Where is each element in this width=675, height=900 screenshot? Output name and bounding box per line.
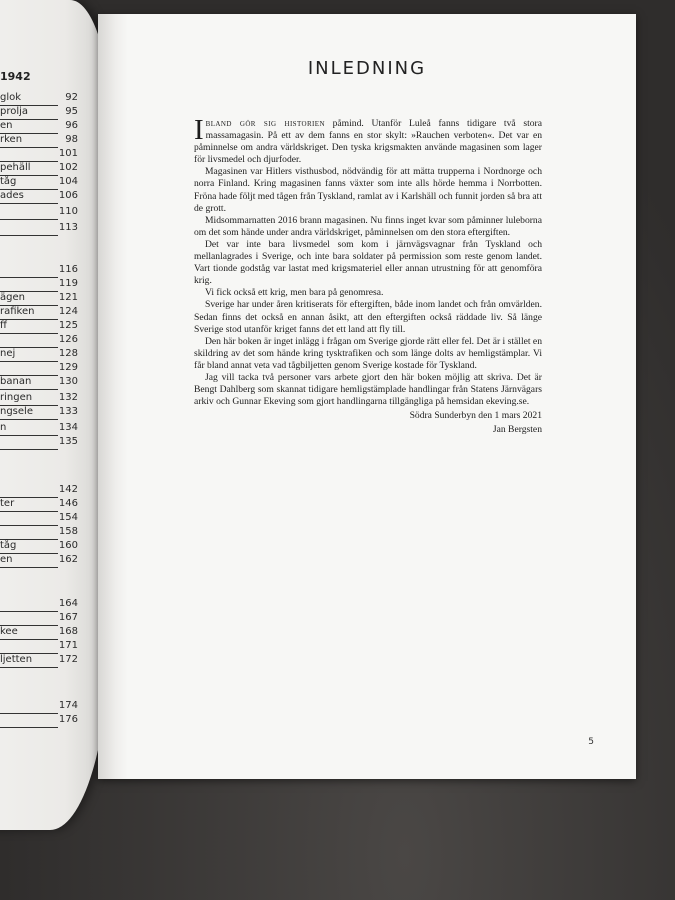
toc-entry: [0, 106, 80, 120]
drop-cap: I: [194, 114, 204, 146]
toc-page-number: 167: [58, 612, 78, 623]
toc-entry: [0, 162, 80, 176]
paragraph-1-text: påmind. Utanför Luleå fanns tidigare två stora massamagasin. På ett av dem fanns en stor skylt: »Rauchen verboten«. Det var en påminnelse om andra världskriget. Den tyska krigsmakten använde magasinen som lager för livsmedel och djurfoder.: [194, 118, 542, 166]
toc-entry: [0, 654, 80, 668]
toc-page-number: 113: [58, 222, 78, 233]
toc-entry: [0, 134, 80, 148]
paragraph-1: [194, 114, 542, 166]
toc-page-number: 96: [65, 120, 78, 131]
toc-page-number: 160: [58, 540, 78, 551]
toc-entry: [0, 292, 80, 306]
toc-page-number: 171: [58, 640, 78, 651]
toc-page-number: 132: [58, 392, 78, 403]
toc-entry-text: nej: [0, 348, 16, 359]
toc-entry: [0, 92, 80, 106]
toc-entry: [0, 700, 80, 714]
toc-page-number: 168: [58, 626, 78, 637]
toc-entry-text: ades: [0, 190, 24, 201]
toc-page-number: 135: [58, 436, 78, 447]
toc-leader-line: [0, 235, 58, 236]
toc-leader-line: [0, 203, 58, 204]
toc-entry: [0, 612, 80, 626]
toc-entry: [0, 422, 80, 436]
toc-page-number: 95: [65, 106, 78, 117]
toc-page-number: 124: [58, 306, 78, 317]
toc-entry: [0, 148, 80, 162]
toc-entry: [0, 320, 80, 334]
toc-entry-text: ägen: [0, 292, 25, 303]
toc-entry-text: kee: [0, 626, 18, 637]
toc-entry-text: en: [0, 120, 13, 131]
toc-page-number: 164: [58, 598, 78, 609]
toc-leader-line: [0, 567, 58, 568]
toc-leader-line: [0, 667, 58, 668]
toc-entry: [0, 206, 80, 220]
toc-page-number: 129: [58, 362, 78, 373]
toc-entry-text: ngsele: [0, 406, 33, 417]
toc-entry: [0, 376, 80, 390]
paragraph-6: Sverige har under åren kritiserats för eftergiften, både inom landet och från omvärlden. Sedan finns det också en annan åsikt, att den eftergiften också räddade liv. Så länge Sverige stod utanför kriget fanns det ett land att fly till.: [194, 299, 542, 335]
toc-entry: [0, 436, 80, 450]
signature-name: Jan Bergsten: [492, 424, 542, 436]
paragraph-2: Magasinen var Hitlers visthusbod, nödvändig för att mätta trupperna i Nordnorge och norra Finland. Kring magasinen fanns växter som inte alls hörde hemma i Norrbotten. Fröna hade följt med tågen från Tyskland, ramlat av i Karlshäll och funnit jorden så bra att de grott.: [194, 166, 542, 214]
toc-page-number: 119: [58, 278, 78, 289]
toc-entry: [0, 190, 80, 204]
toc-entry-text: ff: [0, 320, 7, 331]
page-gutter-shadow: [98, 14, 128, 779]
toc-page-number: 104: [58, 176, 78, 187]
toc-page-number: 102: [58, 162, 78, 173]
toc-leader-line: [0, 727, 58, 728]
toc-entry-text: pehäll: [0, 162, 31, 173]
toc-entry: [0, 306, 80, 320]
toc-entry-text: prolja: [0, 106, 29, 117]
toc-page-number: 154: [58, 512, 78, 523]
toc-entry-text: banan: [0, 376, 32, 387]
toc-entry: [0, 554, 80, 568]
chapter-title: INLEDNING: [307, 58, 427, 79]
toc-leader-line: [0, 449, 58, 450]
toc-entry-text: ringen: [0, 392, 33, 403]
toc-entry-text: tåg: [0, 540, 17, 551]
introduction-body: [194, 114, 542, 436]
toc-entry: [0, 498, 80, 512]
toc-entry: [0, 362, 80, 376]
page-number: 5: [588, 737, 594, 747]
paragraph-3: Midsommarnatten 2016 brann magasinen. Nu finns inget kvar som påminner luleborna om det som hände under andra världskriget, påminnelsen om den stora eftergiften.: [194, 214, 542, 238]
toc-entry-text: glok: [0, 92, 22, 103]
toc-entry: [0, 714, 80, 728]
toc-page-number: 130: [58, 376, 78, 387]
paragraph-7: Den här boken är inget inlägg i frågan om Sverige gjorde rätt eller fel. Det är i stället en skildring av det som hände kring tysktrafiken och som länge dolts av hemligstämplar. Vi får bland annat veta vad tågbiljetten genom Sverige kostade för Tyskland.: [194, 335, 542, 371]
toc-entry: [0, 598, 80, 612]
toc-page-number: 162: [58, 554, 78, 565]
toc-entry: [0, 512, 80, 526]
toc-leader-line: [0, 389, 58, 390]
paragraph-8: Jag vill tacka två personer vars arbete gjort den här boken möjlig att skriva. Det är Bengt Dahlberg som skannat tidigare hemligstämplade handlingar från Statens Järnvägars arkiv och Gunnar Ekeving som gjort handlingarna tillgängliga på hemsidan ekeving.se.: [194, 371, 542, 408]
toc-page-number: 176: [58, 714, 78, 725]
toc-page-number: 142: [58, 484, 78, 495]
toc-leader-line: [0, 219, 58, 220]
toc-entry: [0, 640, 80, 654]
toc-leader-line: [0, 419, 58, 420]
toc-entry: [0, 334, 80, 348]
lead-small-caps: bland gör sig historien: [205, 118, 325, 129]
paragraph-4: Det var inte bara livsmedel som kom i järnvägsvagnar från Tyskland och mellanlagrades i Sverige, och inte bara soldater på permission som reste genom landet. Vart tionde godståg var lastat med krigsmateriel eller annan utrustning för att genomföra krig.: [194, 238, 542, 287]
toc-page-number: 125: [58, 320, 78, 331]
toc-entry: [0, 392, 80, 406]
toc-entry: [0, 264, 80, 278]
toc-entry-text: n: [0, 422, 7, 433]
toc-entry: [0, 278, 80, 292]
toc-entry-text: rken: [0, 134, 23, 145]
toc-page-number: 106: [58, 190, 78, 201]
toc-entry: [0, 626, 80, 640]
toc-page-number: 172: [58, 654, 78, 665]
toc-entry: [0, 120, 80, 134]
toc-entry-text: rafiken: [0, 306, 35, 317]
toc-page-number: 121: [58, 292, 78, 303]
toc-page-number: 134: [58, 422, 78, 433]
toc-page-number: 126: [58, 334, 78, 345]
toc-entry-text: tåg: [0, 176, 17, 187]
toc-entry-text: ljetten: [0, 654, 33, 665]
toc-page-number: 133: [58, 406, 78, 417]
toc-entry: [0, 176, 80, 190]
toc-entry: [0, 526, 80, 540]
toc-entry: [0, 222, 80, 236]
toc-entry: [0, 540, 80, 554]
toc-page-number: 101: [58, 148, 78, 159]
right-page: [98, 14, 636, 779]
toc-page-number: 146: [58, 498, 78, 509]
toc-page-number: 128: [58, 348, 78, 359]
toc-page-number: 98: [65, 134, 78, 145]
signature-place-date: Södra Sunderbyn den 1 mars 2021: [409, 410, 542, 422]
toc-page-number: 116: [58, 264, 78, 275]
toc-entry-text: ter: [0, 498, 15, 509]
left-page-toc: [0, 0, 110, 830]
toc-entry-text: en: [0, 554, 13, 565]
toc-page-number: 174: [58, 700, 78, 711]
toc-entry: [0, 348, 80, 362]
toc-entry: [0, 406, 80, 420]
toc-entry: [0, 484, 80, 498]
paragraph-5: Vi fick också ett krig, men bara på genomresa.: [205, 287, 384, 299]
toc-heading: 1942: [0, 70, 31, 83]
toc-page-number: 158: [58, 526, 78, 537]
toc-page-number: 110: [58, 206, 78, 217]
toc-page-number: 92: [65, 92, 78, 103]
